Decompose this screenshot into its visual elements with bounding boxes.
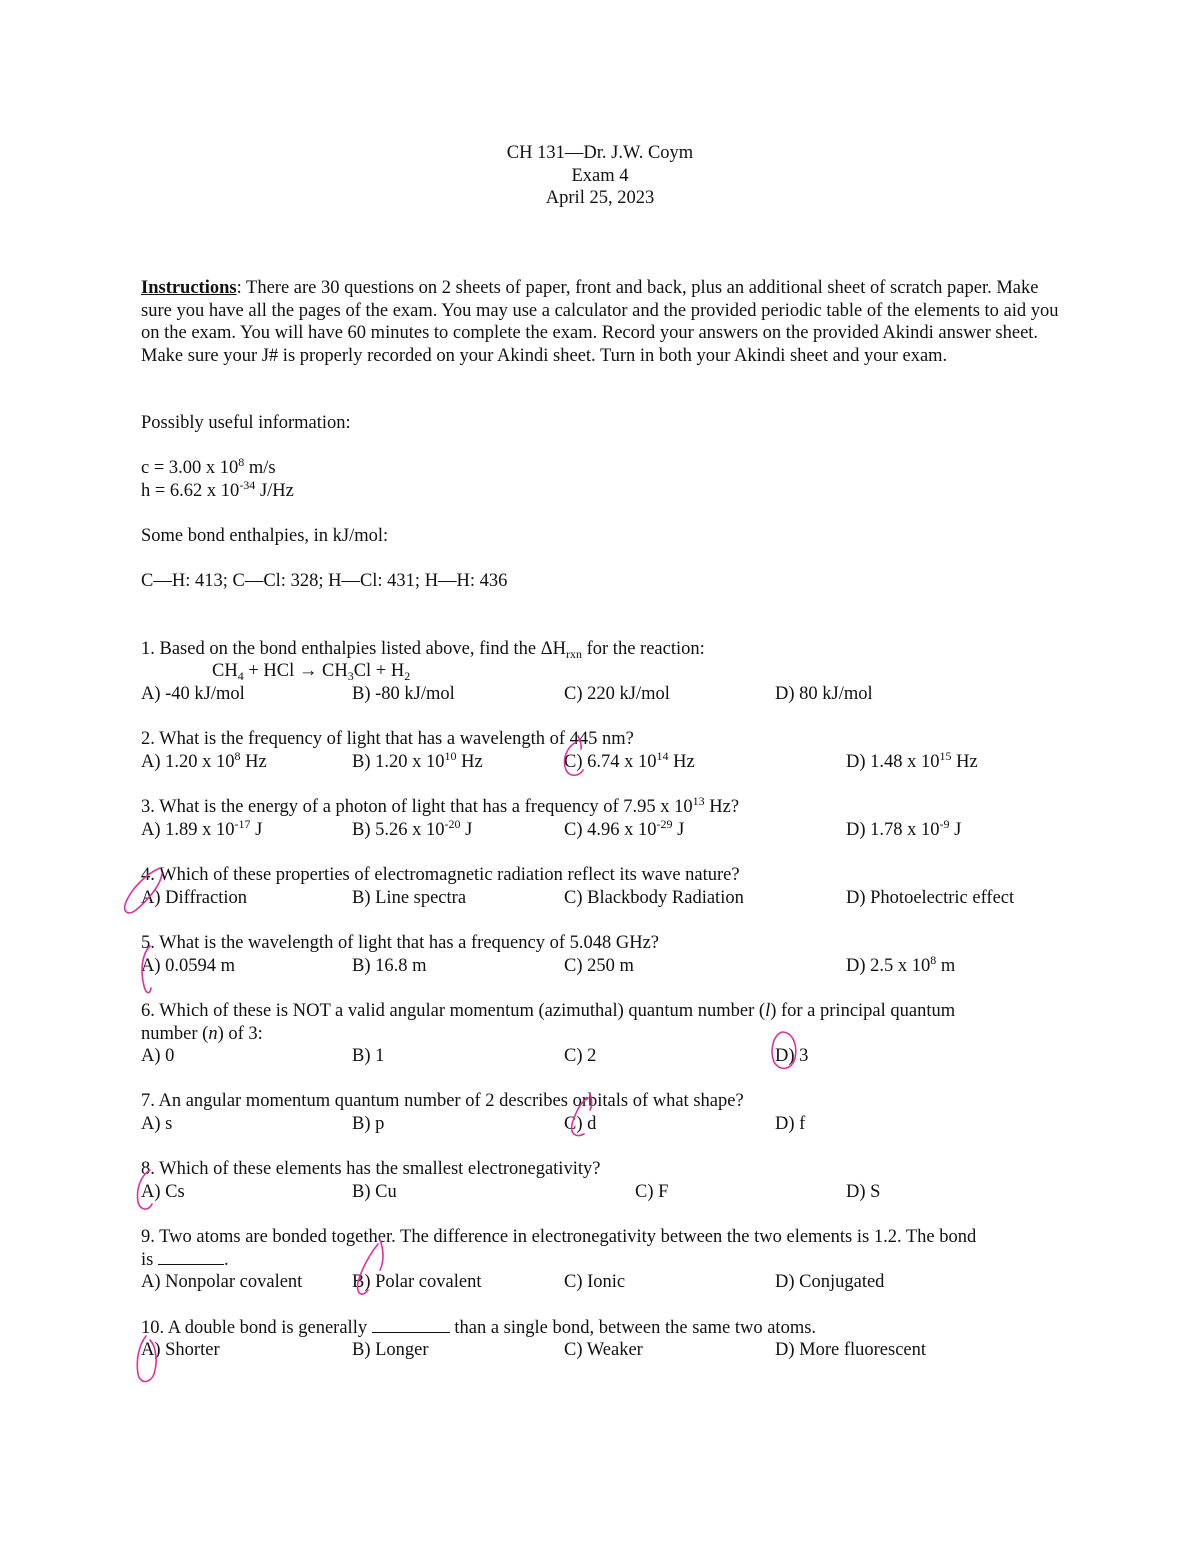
- question-5-option-d: D) 2.5 x $10^8$ m: [846, 953, 956, 976]
- question-1-option-a: A) -40 kJ/mol: [141, 684, 245, 704]
- exam-date: April 25, 2023: [545, 188, 655, 208]
- instructions-paragraph: [141, 277, 1061, 367]
- question-6-stem: 6. Which of these is NOT a valid angular momentum (azimuthal) quantum number (l) for a principal quantum: [141, 1001, 956, 1021]
- question-3-option-c: C) 4.96 x $10^{-29}$ J: [564, 817, 685, 840]
- question-2-option-b: B) 1.20 x $10^{10}$ Hz: [352, 749, 483, 772]
- question-9-option-a: A) Nonpolar covalent: [141, 1272, 303, 1292]
- question-3-option-d: D) 1.78 x $10^{-9}$ J: [846, 817, 962, 840]
- answer-blank: [158, 1248, 224, 1265]
- question-9-stem-cont: is .: [141, 1250, 229, 1270]
- question-7-option-d: D) f: [775, 1114, 806, 1134]
- question-4-option-b: B) Line spectra: [352, 888, 467, 908]
- question-4-option-a: A) Diffraction: [141, 888, 247, 908]
- question-7-stem: 7. An angular momentum quantum number of 2 describes orbitals of what shape?: [141, 1091, 744, 1111]
- question-2-option-c: C) 6.74 x $10^{14}$ Hz: [564, 749, 695, 772]
- instructions-label: Instructions: [141, 278, 237, 298]
- question-1-option-d: D) 80 kJ/mol: [775, 684, 873, 704]
- answer-blank: [372, 1316, 450, 1333]
- question-8-option-c: C) F: [635, 1182, 669, 1202]
- question-1-option-c: C) 220 kJ/mol: [564, 684, 670, 704]
- question-5-option-c: C) 250 m: [564, 956, 634, 976]
- question-1-option-b: B) -80 kJ/mol: [352, 684, 455, 704]
- question-6-option-d: D) 3: [775, 1046, 809, 1066]
- question-3-option-a: A) 1.89 x $10^{-17}$ J: [141, 817, 263, 840]
- question-9-option-b: B) Polar covalent: [352, 1272, 482, 1292]
- question-9-option-d: D) Conjugated: [775, 1272, 885, 1292]
- question-6-option-a: A) 0: [141, 1046, 175, 1066]
- question-4-option-d: D) Photoelectric effect: [846, 888, 1015, 908]
- question-7-option-b: B) p: [352, 1114, 385, 1134]
- question-3-stem: 3. What is the energy of a photon of light that has a frequency of 7.95 x $10^{13}$ Hz?: [141, 794, 740, 817]
- question-10-option-a: A) Shorter: [141, 1340, 220, 1360]
- question-10-option-b: B) Longer: [352, 1340, 429, 1360]
- question-2-stem: 2. What is the frequency of light that has a wavelength of 445 nm?: [141, 729, 634, 749]
- question-1-reaction: $CH_4$ + HCl → $CH_3Cl + H_2$: [212, 661, 411, 683]
- question-4-option-c: C) Blackbody Radiation: [564, 888, 744, 908]
- question-6-option-c: C) 2: [564, 1046, 597, 1066]
- question-5-option-b: B) 16.8 m: [352, 956, 427, 976]
- question-6-stem-cont: number (n) of 3:: [141, 1024, 263, 1044]
- planck-constant: h = 6.62 x $10^{-34}$ J/Hz: [141, 478, 294, 501]
- question-9-stem: 9. Two atoms are bonded together. The difference in electronegativity between the two elements is 1.2. The bond: [141, 1227, 977, 1247]
- question-8-option-a: A) Cs: [141, 1182, 185, 1202]
- info-title: Possibly useful information:: [141, 413, 351, 433]
- instructions-text: : There are 30 questions on 2 sheets of paper, front and back, plus an additional sheet of scratch paper. Make sure you have all the pages of the exam. You may use a calculator and the provided periodic table of the elements to aid you on the exam. You will have 60 minutes to complete the exam. Record your answers on the provided Akindi answer sheet. Make sure your J# is properly recorded on your Akindi sheet. Turn in both your Akindi sheet and your exam.: [141, 278, 1059, 366]
- exam-number: Exam 4: [571, 165, 629, 186]
- question-5-option-a: A) 0.0594 m: [141, 956, 236, 976]
- question-8-option-d: D) S: [846, 1182, 881, 1202]
- question-7-option-a: A) s: [141, 1114, 173, 1134]
- question-1-stem: 1. Based on the bond enthalpies listed above, find the $\Delta H_{rxn}$ for the reaction:: [141, 639, 705, 661]
- course-title: CH 131—Dr. J.W. Coym: [506, 143, 694, 163]
- exam-header: [0, 142, 1200, 210]
- question-5-stem: 5. What is the wavelength of light that has a frequency of 5.048 GHz?: [141, 933, 660, 953]
- question-9-option-c: C) Ionic: [564, 1272, 626, 1292]
- question-6-option-b: B) 1: [352, 1046, 385, 1066]
- bond-enthalpy-values: C—H: 413; C—Cl: 328; H—Cl: 431; H—H: 436: [141, 571, 508, 591]
- speed-of-light: c = 3.00 x $10^8$ m/s: [141, 455, 276, 478]
- bond-enthalpy-title: Some bond enthalpies, in kJ/mol:: [141, 526, 389, 546]
- question-10-option-d: D) More fluorescent: [775, 1340, 927, 1360]
- question-7-option-c: C) d: [564, 1114, 597, 1134]
- question-8-option-b: B) Cu: [352, 1182, 397, 1202]
- question-3-option-b: B) 5.26 x $10^{-20}$ J: [352, 817, 473, 840]
- question-2-option-a: A) 1.20 x $10^8$ Hz: [141, 749, 267, 772]
- question-8-stem: 8. Which of these elements has the smallest electronegativity?: [141, 1159, 601, 1179]
- question-2-option-d: D) 1.48 x $10^{15}$ Hz: [846, 749, 978, 772]
- question-10-option-c: C) Weaker: [564, 1340, 643, 1360]
- question-10-stem: 10. A double bond is generally than a single bond, between the same two atoms.: [141, 1318, 817, 1338]
- question-4-stem: 4. Which of these properties of electromagnetic radiation reflect its wave nature?: [141, 865, 740, 885]
